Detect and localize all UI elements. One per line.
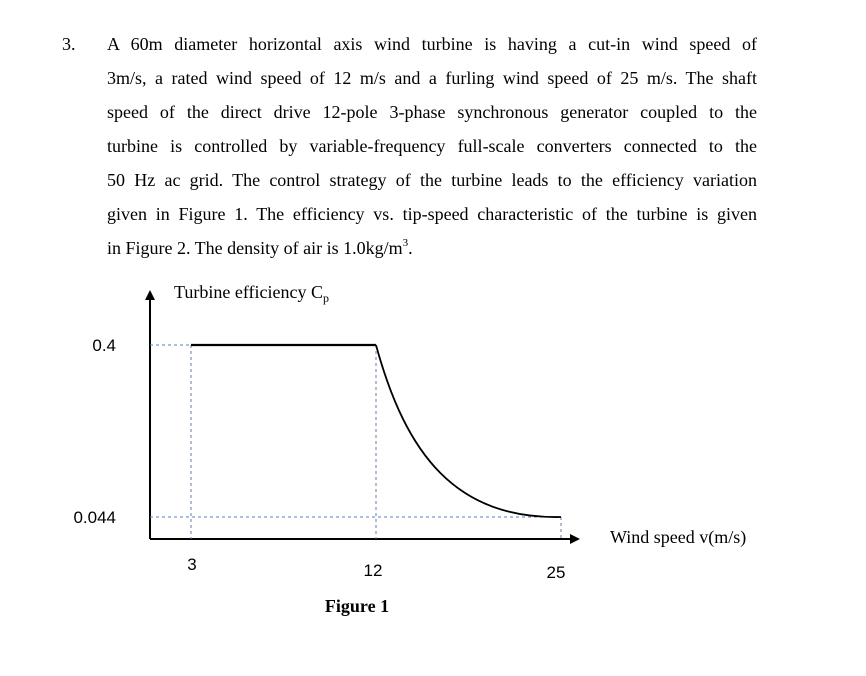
y-axis-label: Turbine efficiency $C_p$	[174, 282, 329, 305]
chart-axes	[145, 290, 580, 544]
question-number: 3.	[62, 34, 76, 54]
x-tick-label: 3	[187, 555, 197, 574]
x-axis-label: Wind speed v(m/s)	[610, 527, 747, 547]
chart-guides	[150, 345, 561, 539]
problem-line: turbine is controlled by variable-frequency full-scale converters connected to the	[107, 136, 757, 156]
decreasing-efficiency-curve	[376, 345, 561, 517]
chart-labels	[73, 282, 746, 616]
y-axis-arrow	[145, 290, 155, 300]
problem-line: A 60m diameter horizontal axis wind turbine is having a cut-in wind speed of	[107, 34, 757, 54]
problem-line: speed of the direct drive 12-pole 3-phase synchronous generator coupled to the	[107, 102, 757, 122]
exponent: 3	[402, 237, 409, 249]
x-axis-arrow	[570, 534, 580, 544]
y-tick-label: 0.044	[73, 508, 116, 527]
y-axis-label-subscript: p	[322, 291, 329, 305]
chart-curves	[191, 345, 561, 517]
problem-line: given in Figure 1. The efficiency vs. tip-speed characteristic of the turbine is given	[107, 204, 757, 224]
problem-text-end: .	[408, 238, 413, 258]
figure-caption: Figure 1	[324, 596, 390, 616]
x-tick-label: 25	[546, 563, 566, 582]
problem-line: 3m/s, a rated wind speed of 12 m/s and a furling wind speed of 25 m/s. The shaft	[107, 68, 757, 88]
problem-line: 50 Hz ac grid. The control strategy of the turbine leads to the efficiency variation	[107, 170, 757, 190]
problem-line-last	[107, 237, 413, 259]
y-tick-label: 0.4	[92, 336, 116, 355]
x-tick-label: 12	[363, 561, 383, 580]
problem-text: in Figure 2. The density of air is 1.0kg/m	[107, 238, 403, 258]
